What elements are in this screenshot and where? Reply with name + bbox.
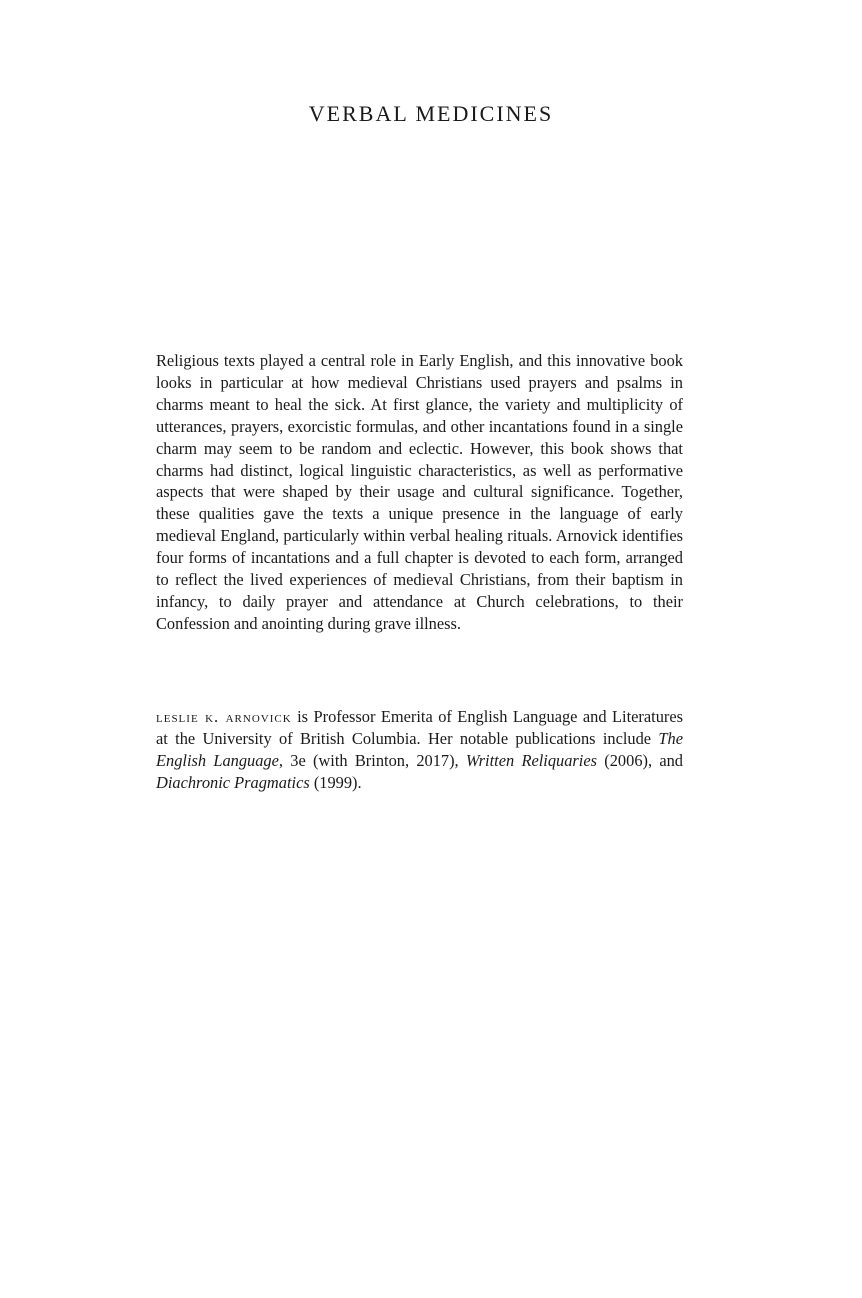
book-description: Religious texts played a central role in Early English, and this innovative book looks in particular at how medieval Christians used prayers and psalms in charms meant to heal the sick. At first glance, the variety and multiplicity of utterances, prayers, exorcistic formulas, and other incantations found in a single charm may seem to be random and eclectic. However, this book shows that charms had distinct, logical linguistic characteristics, as well as performative aspects that were shaped by their usage and cultural significance. Together, these qualities gave the texts a unique presence in the language of early medieval England, particularly within verbal healing rituals. Arnovick identifies four forms of incantations and a full chapter is devoted to each form, arranged to reflect the lived experiences of medieval Christians, from their baptism in infancy, to daily prayer and attendance at Church celebrations, to their Confession and anointing during grave illness. [156,351,683,633]
author-name: leslie k. arnovick [156,707,292,726]
bio-text: (2006), and [597,750,683,770]
bio-text: , 3e (with Brinton, 2017), [278,750,466,770]
bio-text: (1999). [309,772,362,792]
publication-title: The English Language [156,728,683,770]
publication-title: Written Reliquaries [465,750,598,770]
bio-text: is Professor Emerita of English Language and Literatures at the University of British Columbia. Her notable publications include [156,707,684,748]
publication-title: Diachronic Pragmatics [156,772,310,792]
page-title: VERBAL MEDICINES [308,101,554,126]
author-bio [156,706,683,794]
